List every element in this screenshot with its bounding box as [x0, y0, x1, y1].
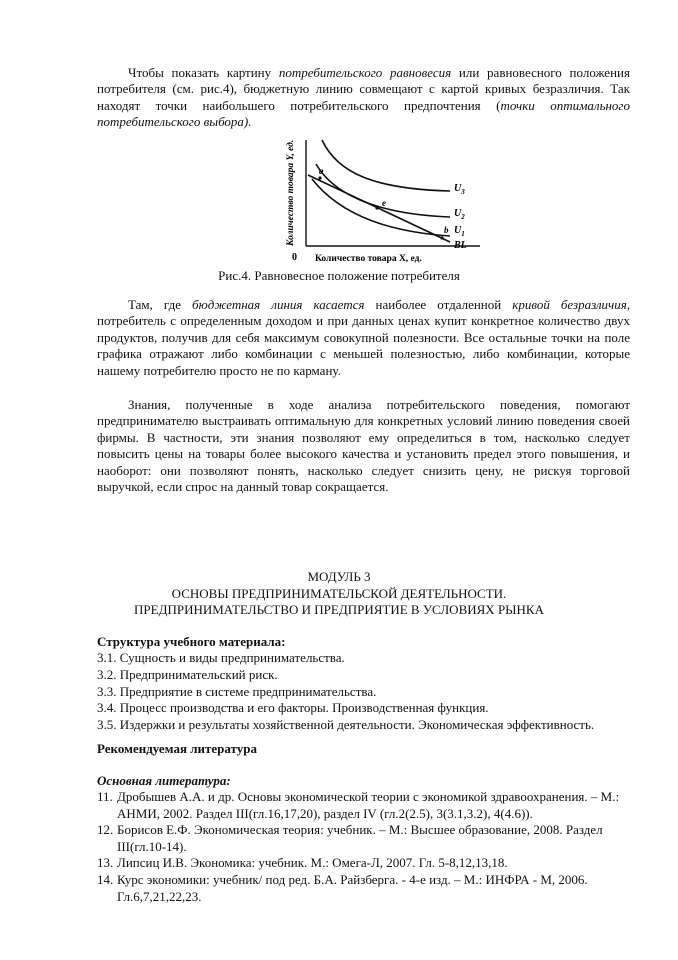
point-e: [375, 206, 378, 209]
list-item-text: Курс экономики: учебник/ под ред. Б.А. Райзберга. - 4-е изд. – М.: ИНФРА - М, 2006. Гл.6,7,21,22,23.: [117, 871, 588, 904]
structure-heading: Структура учебного материала:: [97, 634, 286, 649]
list-item: 3.2. Предпринимательский риск.: [97, 666, 278, 682]
point-a: [318, 176, 321, 179]
curve-label-u2: $U_2$: [454, 208, 465, 221]
figure-consumer-equilibrium: [272, 134, 492, 266]
list-item: 3.4. Процесс производства и его факторы. Производственная функция.: [97, 700, 489, 716]
list-item: [97, 789, 637, 822]
list-item-text: Дробышев А.А. и др. Основы экономической теории с экономикой здравоохранения. – М.: АНМИ, 2002. Раздел III(гл.16,17,20), раздел IV (гл.2(2.5), 3(3.1,3.2), 4(4.6)).: [117, 789, 620, 821]
paragraph-budget-line: [97, 297, 630, 379]
indifference-curve-u3: [322, 140, 450, 191]
text-run: или равновесного положения потребителя (см. рис.4), бюджетную линию совмещают с картой кривых безразличия. Так находят точки наибольшего потребительского предпочтения (: [97, 65, 630, 113]
literature-list: [97, 789, 637, 905]
list-item-number: 13.: [97, 855, 114, 871]
module-number: МОДУЛЬ 3: [307, 569, 371, 584]
indifference-curve-graph: [272, 134, 492, 266]
point-b: [440, 236, 443, 239]
list-item: 3.1. Сущность и виды предпринимательства.: [97, 650, 345, 665]
curve-label-u3: $U_3$: [454, 183, 465, 196]
structure-list: [97, 650, 637, 734]
list-item-text: Липсиц И.В. Экономика: учебник. М.: Омега-Л, 2007. Гл. 5-8,12,13,18.: [117, 855, 508, 871]
list-item: [97, 855, 637, 872]
list-item-number: 11.: [97, 789, 113, 804]
point-e-label: e: [382, 198, 386, 208]
curve-label-bl: BL: [454, 240, 467, 251]
list-item: [97, 872, 637, 905]
list-item: 3.5. Издержки и результаты хозяйственной деятельности. Экономическая эффективность.: [97, 717, 595, 733]
main-literature-heading: Основная литература:: [97, 773, 231, 788]
curve-label-u1: $U_1$: [454, 225, 465, 238]
italic-term: бюджетная линия касается: [192, 297, 365, 312]
list-item: [97, 822, 637, 855]
figure-caption: Рис.4. Равновесное положение потребителя: [218, 268, 460, 283]
literature-heading: Рекомендуемая литература: [97, 741, 257, 756]
text-run: Чтобы показать картину: [128, 65, 279, 80]
point-a-label: a: [319, 166, 324, 176]
list-item-text: Борисов Е.Ф. Экономическая теория: учебник. – М.: Высшее образование, 2008. Раздел III(гл.10-14).: [117, 822, 603, 854]
italic-term: потребительского равновесия: [278, 65, 452, 80]
text-run: Там, где: [128, 297, 193, 312]
paragraph-knowledge: Знания, полученные в ходе анализа потребительского поведения, помогают предпринимателю выстраивать оптимальную для конкретных условий линию поведения своей фирмы. В частности, эти знания позволяют ему определиться в том, насколько следует повысить цены на товары более высокого качества и установить предел этого повышения, и наоборот: они позволяют понять, насколько следует снизить цену, не рискуя торговой выручкой, если спрос на данный товар сокращается.: [97, 397, 630, 495]
list-item-number: 14.: [97, 871, 114, 887]
module-title: [0, 569, 678, 619]
italic-term: кривой безразличия: [512, 297, 627, 312]
paragraph-equilibrium-intro: [97, 65, 630, 131]
list-item: 3.3. Предприятие в системе предпринимательства.: [97, 683, 377, 699]
x-axis-label: Количество товара X, ед.: [315, 254, 422, 264]
text-run: наиболее отдаленной: [364, 297, 513, 312]
module-title-line-1: ОСНОВЫ ПРЕДПРИНИМАТЕЛЬСКОЙ ДЕЯТЕЛЬНОСТИ.: [171, 585, 507, 601]
point-b-label: b: [444, 225, 449, 235]
list-item-number: 12.: [97, 822, 114, 838]
y-axis-label: Количество товара Y, ед.: [286, 139, 296, 246]
budget-line: [308, 175, 450, 242]
module-title-line-2: ПРЕДПРИНИМАТЕЛЬСТВО И ПРЕДПРИЯТИЕ В УСЛОВИЯХ РЫНКА: [134, 602, 544, 617]
origin-label: 0: [292, 252, 297, 263]
text-run: , потребитель с определенным доходом и при данных ценах купит конкретное количество двух продуктов, получив для себя максимум совокупной полезности. Все остальные точки на поле графика отражают либо комбинации с меньшей полезностью, либо комбинации, которые нашему потребителю просто не по карману.: [97, 297, 630, 378]
italic-term: точки оптимального потребительского выбора).: [97, 97, 631, 130]
